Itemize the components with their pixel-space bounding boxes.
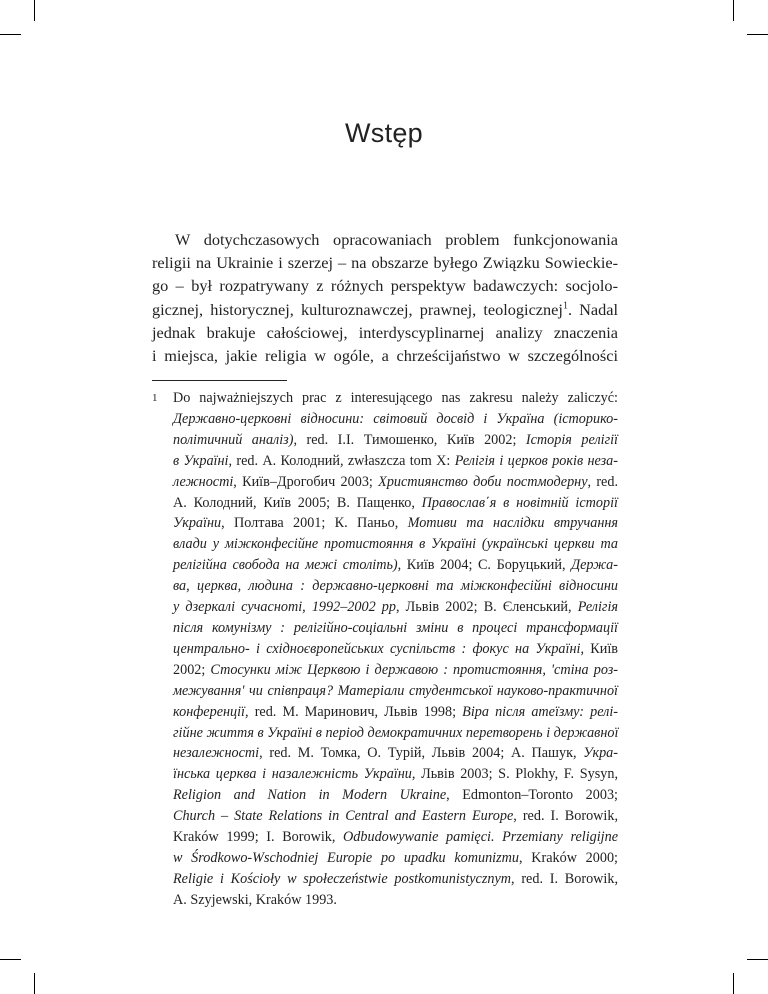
footnote-title-segment: Історія релігії bbox=[525, 431, 618, 448]
footnote-text-segment: А. Колодний, Київ 2005; В. Пащенко, bbox=[173, 494, 422, 511]
crop-mark-bottom-left-h bbox=[0, 959, 21, 960]
footnote-line bbox=[173, 702, 618, 723]
footnote-title-segment: релігійна свобода на межі століть) bbox=[173, 557, 398, 574]
footnote-title-segment: Державно-церковні відносини: світовий досвід і Україна (історико- bbox=[173, 410, 618, 427]
footnote-number: 1 bbox=[152, 392, 158, 404]
footnote-title-segment: політичний аналіз) bbox=[173, 431, 294, 448]
footnote-reference[interactable]: 1 bbox=[562, 300, 568, 312]
crop-mark-bottom-right-h bbox=[747, 959, 768, 960]
footnote-line bbox=[173, 827, 618, 848]
footnote-title-segment: Релігія і церков років неза- bbox=[454, 452, 618, 469]
body-line-tail: . Nadal bbox=[567, 299, 619, 319]
body-line: jednak brakuje całościowej, interdyscyplinarnej analizy znaczenia bbox=[152, 322, 618, 342]
footnote-title-segment: їнська церква і назалежність України bbox=[173, 766, 412, 783]
footnote-line bbox=[173, 534, 618, 555]
page-title: Wstęp bbox=[344, 118, 424, 148]
body-line: gicznej, historycznej, kulturoznawczej, prawnej, teologicznej bbox=[152, 299, 563, 319]
footnote-text-segment: , Львів 2003; S. Plokhy, F. Sysyn, bbox=[411, 766, 618, 783]
footnote-line bbox=[173, 848, 618, 869]
footnote-line bbox=[173, 869, 618, 890]
footnote-title-segment: у дзеркалі сучасноті, 1992–2002 рр bbox=[173, 599, 396, 616]
footnote-title-segment: межуванняʹ чи співпраця? Матеріали студентської науково-практичної bbox=[173, 682, 618, 699]
footnote-line bbox=[173, 806, 618, 827]
footnote-title-segment: Odbudowywanie pamięci. Przemiany religijne bbox=[343, 829, 618, 846]
footnote-separator bbox=[152, 380, 287, 381]
footnote-line bbox=[173, 430, 618, 451]
footnote-line bbox=[173, 681, 618, 702]
footnote-line bbox=[173, 639, 618, 660]
footnote-title-segment: Church – State Relations in Central and Eastern Europe bbox=[173, 808, 514, 825]
footnote-line bbox=[173, 576, 618, 597]
body-line: W dotychczasowych opracowaniach problem funkcjonowania bbox=[175, 230, 618, 249]
crop-mark-bottom-left bbox=[34, 973, 35, 994]
body-line-with-footnote bbox=[152, 298, 618, 321]
footnote-text-segment: , red. I.I. Тимошенко, Київ 2002; bbox=[293, 431, 526, 448]
crop-mark-top-right bbox=[733, 0, 734, 21]
footnote-title-segment: Стосунки між Церквою і державою : протистояння, ʹстіна роз- bbox=[210, 661, 618, 678]
footnote-title-segment: Religie i Kościoły w społeczeństwie postkomunistycznym bbox=[173, 870, 512, 887]
footnote-text bbox=[173, 388, 618, 911]
crop-mark-top-left bbox=[34, 0, 35, 21]
footnote-text-segment: 2002; bbox=[173, 661, 211, 678]
footnote-line bbox=[173, 890, 618, 911]
crop-mark-top-right-h bbox=[747, 34, 768, 35]
crop-mark-top-left-h bbox=[0, 34, 21, 35]
footnote-text-segment: , Київ–Дрогобич 2003; bbox=[233, 473, 379, 490]
footnote-line bbox=[173, 409, 618, 430]
footnote-title-segment: після комунізму : релігійно-соціальні зміни в процесі трансформації bbox=[173, 619, 618, 636]
footnote-text-segment: A. Szyjewski, Kraków 1993. bbox=[173, 891, 337, 908]
footnote-title-segment: Православ΄я в новітній історії bbox=[421, 494, 618, 511]
crop-mark-bottom-right bbox=[733, 973, 734, 994]
footnote-line bbox=[173, 388, 618, 409]
footnote-title-segment: Мотиви та наслідки втручання bbox=[407, 515, 618, 532]
body-line: i miejsca, jakie religia w ogóle, a chrześcijaństwo w szczególności bbox=[152, 346, 618, 366]
footnote-title-segment: центрально- і східноєвропейських суспільств : фокус на Україні bbox=[173, 640, 581, 657]
body-line: go – był rozpatrywany z różnych perspektyw badawczych: socjolo- bbox=[152, 276, 618, 296]
footnote-text-segment: , red. bbox=[587, 473, 618, 490]
footnote-title-segment: Віра після атеїзму: релі- bbox=[462, 703, 618, 720]
footnote-text-segment: , red. А. Колодний, zwłaszcza tom X: bbox=[228, 452, 455, 469]
footnote-text-segment: , Edmonton–Toronto 2003; bbox=[446, 787, 618, 804]
footnote-line bbox=[173, 618, 618, 639]
footnote-text-segment: , red. I. Borowik, bbox=[511, 870, 618, 887]
footnote-line bbox=[173, 660, 618, 681]
footnote-line bbox=[173, 451, 618, 472]
footnote-title-segment: гійне життя в Україні в період демократичних перетворень і державної bbox=[173, 724, 619, 741]
footnote-title-segment: w Środkowo-Wschodniej Europie po upadku komunizmu bbox=[173, 849, 519, 866]
footnote-title-segment: Religion and Nation in Modern Ukraine bbox=[173, 787, 447, 804]
footnote-line bbox=[173, 785, 618, 806]
footnote-line bbox=[173, 764, 618, 785]
footnote bbox=[152, 388, 618, 911]
footnote-title-segment: в Україні bbox=[173, 452, 229, 469]
footnote-title-segment: Укра- bbox=[583, 745, 618, 762]
footnote-line bbox=[173, 597, 618, 618]
footnote-title-segment: Держа- bbox=[571, 557, 618, 574]
footnote-line bbox=[173, 472, 618, 493]
footnote-title-segment: Релігія bbox=[577, 599, 618, 616]
footnote-title-segment: Християнство доби постмодерну bbox=[378, 473, 588, 490]
footnote-text-segment: Do najważniejszych prac z interesującego nas zakresu należy zaliczyć: bbox=[173, 390, 618, 406]
footnote-text-segment: , Полтава 2001; К. Паньо, bbox=[221, 515, 408, 532]
footnote-text-segment: , Kraków 2000; bbox=[518, 849, 618, 866]
body-paragraph bbox=[152, 228, 618, 367]
footnote-text-segment: , red. М. Томка, О. Турій, Львів 2004; А. Пашук, bbox=[259, 745, 584, 762]
footnote-title-segment: конференції bbox=[173, 703, 246, 720]
footnote-title-segment: України bbox=[173, 515, 222, 532]
footnote-text-segment: , Львів 2002; В. Єленський, bbox=[396, 599, 578, 616]
footnote-line bbox=[173, 723, 618, 744]
footnote-title-segment: лежності bbox=[173, 473, 234, 490]
footnote-line bbox=[173, 513, 618, 534]
footnote-title-segment: влади у міжконфесійне протистояння в Україні (українські церкви та bbox=[173, 536, 618, 553]
footnote-title-segment: незалежності bbox=[173, 745, 260, 762]
footnote-line bbox=[173, 555, 618, 576]
footnote-text-segment: , red. I. Borowik, bbox=[513, 808, 618, 825]
footnote-text-segment: Kraków 1999; I. Borowik, bbox=[173, 829, 344, 846]
body-line: religii na Ukrainie i szerzej – na obszarze byłego Związku Sowieckie- bbox=[152, 253, 618, 273]
footnote-text-segment: , red. М. Маринович, Львів 1998; bbox=[245, 703, 463, 720]
footnote-line bbox=[173, 743, 618, 764]
footnote-text-segment: , Київ 2004; С. Боруцький, bbox=[397, 557, 572, 574]
footnote-title-segment: ва, церква, людина : державно-церковні та міжконфесійні відносини bbox=[173, 578, 618, 595]
footnote-text-segment: , Київ bbox=[580, 640, 618, 657]
footnote-line bbox=[173, 493, 618, 514]
